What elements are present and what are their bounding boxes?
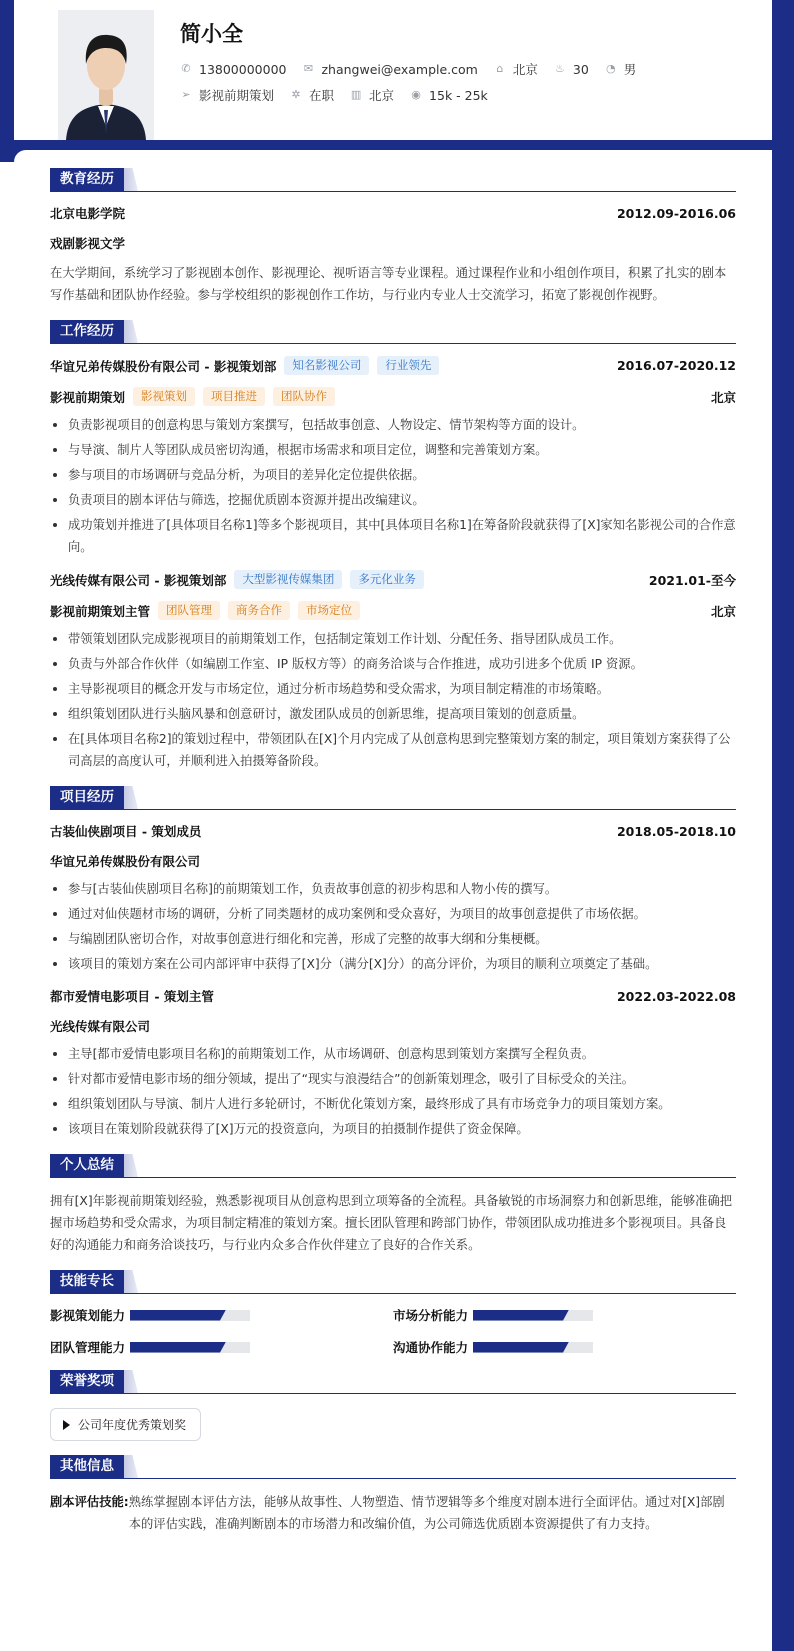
section-title: 荣誉奖项: [50, 1370, 124, 1393]
position-value: 影视前期策划: [199, 88, 275, 103]
skill-fill: [130, 1342, 226, 1353]
skill-item: [50, 1338, 393, 1356]
send-icon: ➢: [181, 88, 191, 101]
play-icon: [63, 1420, 70, 1430]
job-period: 2021.01-至今: [648, 572, 736, 588]
gender-item: [605, 60, 637, 78]
section-header: [50, 1154, 736, 1178]
role-name: 影视前期策划: [50, 389, 126, 405]
phone-icon: ✆: [181, 62, 191, 75]
section-header: [50, 1455, 736, 1479]
list-item: 主导影视项目的概念开发与市场定位，通过分析市场趋势和受众需求，为项目制定精准的市场策略。: [50, 678, 736, 700]
company-name: 光线传媒有限公司 - 影视策划部: [50, 572, 227, 588]
section-header: [50, 320, 736, 344]
job-intent-row: [180, 86, 504, 104]
other-text: 熟练掌握剧本评估方法，能够从故事性、人物塑造、情节逻辑等多个维度对剧本进行全面评估。通过对[X]部剧本的评估实践，准确判断剧本的市场潜力和改编价值，为公司筛选优质剧本资源提供了有力支持。: [128, 1495, 725, 1531]
work-city-item: [350, 86, 394, 104]
project-entry: [50, 987, 736, 1140]
list-item: 成功策划并推进了[具体项目名称1]等多个影视项目，其中[具体项目名称1]在筹备阶段就获得了[X]家知名影视公司的合作意向。: [50, 514, 736, 558]
skill-bar: [130, 1342, 250, 1353]
list-item: 与导演、制片人等团队成员密切沟通，根据市场需求和项目定位，调整和完善策划方案。: [50, 439, 736, 461]
award-badge: [50, 1408, 201, 1441]
job-location: 北京: [710, 389, 736, 405]
other-section: [50, 1455, 736, 1535]
work-city-value: 北京: [369, 88, 395, 103]
work-section: [50, 320, 736, 772]
skill-item: [393, 1306, 736, 1324]
skill-label: 沟通协作能力: [393, 1340, 469, 1355]
candidate-name: 简小全: [180, 22, 243, 46]
salary-value: 15k - 25k: [429, 87, 488, 103]
city-item: [494, 60, 538, 78]
project-entry: [50, 822, 736, 975]
skill-item: [50, 1306, 393, 1324]
honors-section: [50, 1370, 736, 1441]
avatar-portrait-icon: [58, 10, 154, 140]
contact-info-row: [180, 60, 652, 78]
status-item: [290, 86, 334, 104]
email-value: zhangwei@example.com: [321, 61, 478, 77]
list-item: 通过对仙侠题材市场的调研，分析了同类题材的成功案例和受众喜好，为项目的故事创意提供了市场依据。: [50, 903, 736, 925]
skills-section: [50, 1270, 736, 1356]
other-info: [50, 1491, 736, 1535]
education-description: 在大学期间，系统学习了影视剧本创作、影视理论、视听语言等专业课程。通过课程作业和小组创作项目，积累了扎实的剧本写作基础和团队协作经验。参与学校组织的影视创作工作坊，与行业内专业人士交流学习，拓宽了影视创作视野。: [50, 266, 727, 302]
role-tag: 影视策划: [133, 387, 195, 406]
job-company: [50, 570, 424, 589]
list-item: 参与[古装仙侠剧项目名称]的前期策划工作，负责故事创意的初步构思和人物小传的撰写。: [50, 878, 736, 900]
coin-icon: ◉: [411, 88, 421, 101]
list-item: 参与项目的市场调研与竞品分析，为项目的差异化定位提供依据。: [50, 464, 736, 486]
section-header: [50, 168, 736, 192]
section-title: 个人总结: [50, 1154, 124, 1177]
section-title: 其他信息: [50, 1455, 124, 1478]
project-period: 2018.05-2018.10: [616, 823, 736, 839]
job-role-row: [50, 387, 736, 406]
job-role-row: [50, 601, 736, 620]
gender-value: 男: [623, 62, 637, 77]
education-section: [50, 168, 736, 306]
company-name: 华谊兄弟传媒股份有限公司 - 影视策划部: [50, 358, 277, 374]
list-item: 组织策划团队进行头脑风暴和创意研讨，激发团队成员的创新思维，提高项目策划的创意质量。: [50, 703, 736, 725]
list-item: 负责影视项目的创意构思与策划方案撰写，包括故事创意、人物设定、情节架构等方面的设计。: [50, 414, 736, 436]
job-header: [50, 356, 736, 375]
company-tag: 多元化业务: [350, 570, 424, 589]
section-title: 工作经历: [50, 320, 124, 343]
list-item: 主导[都市爱情电影项目名称]的前期策划工作，从市场调研、创意构思到策划方案撰写全程负责。: [50, 1043, 736, 1065]
job-location: 北京: [710, 603, 736, 619]
skill-label: 市场分析能力: [393, 1308, 469, 1323]
job-bullets: [50, 414, 736, 558]
role-tag: 团队协作: [273, 387, 335, 406]
section-header: [50, 1270, 736, 1294]
projects-section: [50, 786, 736, 1140]
section-header: [50, 786, 736, 810]
list-item: 在[具体项目名称2]的策划过程中，带领团队在[X]个月内完成了从创意构思到完整策划方案的制定，项目策划方案获得了公司高层的高度认可，并顺利进入拍摄筹备阶段。: [50, 728, 736, 772]
company-tag: 行业领先: [377, 356, 439, 375]
project-period: 2022.03-2022.08: [616, 988, 736, 1004]
skill-label: 团队管理能力: [50, 1340, 126, 1355]
email-icon: ✉: [303, 62, 314, 75]
project-name: 古装仙侠剧项目 - 策划成员: [50, 824, 202, 839]
job-role: [50, 387, 335, 406]
section-title: 教育经历: [50, 168, 124, 191]
award-label: 公司年度优秀策划奖: [78, 1418, 187, 1432]
summary-section: [50, 1154, 736, 1256]
list-item: 该项目在策划阶段就获得了[X]万元的投资意向，为项目的拍摄制作提供了资金保障。: [50, 1118, 736, 1140]
job-bullets: [50, 628, 736, 772]
salary-item: [410, 88, 488, 103]
skills-grid: [50, 1306, 736, 1356]
role-tag: 项目推进: [203, 387, 265, 406]
frame-left-bar: [0, 0, 14, 150]
resume-body: [50, 168, 736, 1549]
project-name: 都市爱情电影项目 - 策划主管: [50, 989, 214, 1004]
company-tag: 大型影视传媒集团: [234, 570, 342, 589]
role-tag: 商务合作: [228, 601, 290, 620]
project-header: [50, 987, 736, 1005]
list-item: 该项目的策划方案在公司内部评审中获得了[X]分（满分[X]分）的高分评价，为项目的顺利立项奠定了基础。: [50, 953, 736, 975]
phone-value: 13800000000: [199, 61, 287, 77]
skill-bar: [473, 1342, 593, 1353]
job-period: 2016.07-2020.12: [616, 358, 736, 373]
skill-bar: [130, 1310, 250, 1321]
job-company: [50, 356, 439, 375]
company-tag: 知名影视公司: [284, 356, 369, 375]
phone-item: [180, 62, 286, 77]
avatar: [58, 10, 154, 140]
list-item: 针对都市爱情电影市场的细分领域，提出了“现实与浪漫结合”的创新策划理念，吸引了目标受众的关注。: [50, 1068, 736, 1090]
building-icon: ▥: [350, 88, 362, 101]
list-item: 带领策划团队完成影视项目的前期策划工作，包括制定策划工作计划、分配任务、指导团队成员工作。: [50, 628, 736, 650]
age-value: 30: [572, 61, 589, 77]
education-row: [50, 204, 736, 222]
skill-fill: [473, 1342, 569, 1353]
role-tag: 市场定位: [298, 601, 360, 620]
list-item: 与编剧团队密切合作，对故事创意进行细化和完善，形成了完整的故事大纲和分集梗概。: [50, 928, 736, 950]
summary-text: 拥有[X]年影视前期策划经验，熟悉影视项目从创意构思到立项筹备的全流程。具备敏锐的市场洞察力和创新思维，能够准确把握市场趋势和受众需求，为项目制定精准的策划方案。擅长团队管理和跨部门协作，带领团队成功推进多个影视项目。具备良好的沟通能力和商务洽谈技巧，与行业内众多合作伙伴建立了良好的合作关系。: [50, 1194, 733, 1252]
school-name: 北京电影学院: [50, 206, 126, 221]
section-title: 技能专长: [50, 1270, 124, 1293]
job-entry: [50, 356, 736, 558]
email-item: [302, 62, 477, 77]
project-company: 华谊兄弟传媒股份有限公司: [50, 854, 201, 869]
skill-item: [393, 1338, 736, 1356]
frame-right-bar: [772, 0, 794, 1651]
role-name: 影视前期策划主管: [50, 603, 151, 619]
position-item: [180, 86, 274, 104]
gender-icon: ◔: [605, 62, 616, 75]
age-item: [554, 62, 589, 77]
education-period: 2012.09-2016.06: [616, 205, 736, 221]
home-icon: ⌂: [496, 62, 504, 75]
section-header: [50, 1370, 736, 1394]
list-item: 负责项目的剧本评估与筛选，挖掘优质剧本资源并提出改编建议。: [50, 489, 736, 511]
other-label: 剧本评估技能:: [50, 1495, 129, 1509]
project-bullets: [50, 1043, 736, 1140]
section-title: 项目经历: [50, 786, 124, 809]
skill-fill: [473, 1310, 569, 1321]
skill-fill: [130, 1310, 226, 1321]
list-item: 负责与外部合作伙伴（如编剧工作室、IP 版权方等）的商务洽谈与合作推进，成功引进多个优质 IP 资源。: [50, 653, 736, 675]
project-bullets: [50, 878, 736, 975]
skill-label: 影视策划能力: [50, 1308, 126, 1323]
job-role: [50, 601, 360, 620]
major: 戏剧影视文学: [50, 236, 126, 251]
status-value: 在职: [309, 88, 335, 103]
job-entry: [50, 570, 736, 772]
gear-icon: ✲: [291, 88, 301, 101]
city-value: 北京: [512, 62, 538, 77]
project-header: [50, 822, 736, 840]
list-item: 组织策划团队与导演、制片人进行多轮研讨，不断优化策划方案，最终形成了具有市场竞争力的项目策划方案。: [50, 1093, 736, 1115]
role-tag: 团队管理: [158, 601, 220, 620]
job-header: [50, 570, 736, 589]
cake-icon: ♨: [554, 62, 565, 75]
project-company: 光线传媒有限公司: [50, 1019, 151, 1034]
skill-bar: [473, 1310, 593, 1321]
